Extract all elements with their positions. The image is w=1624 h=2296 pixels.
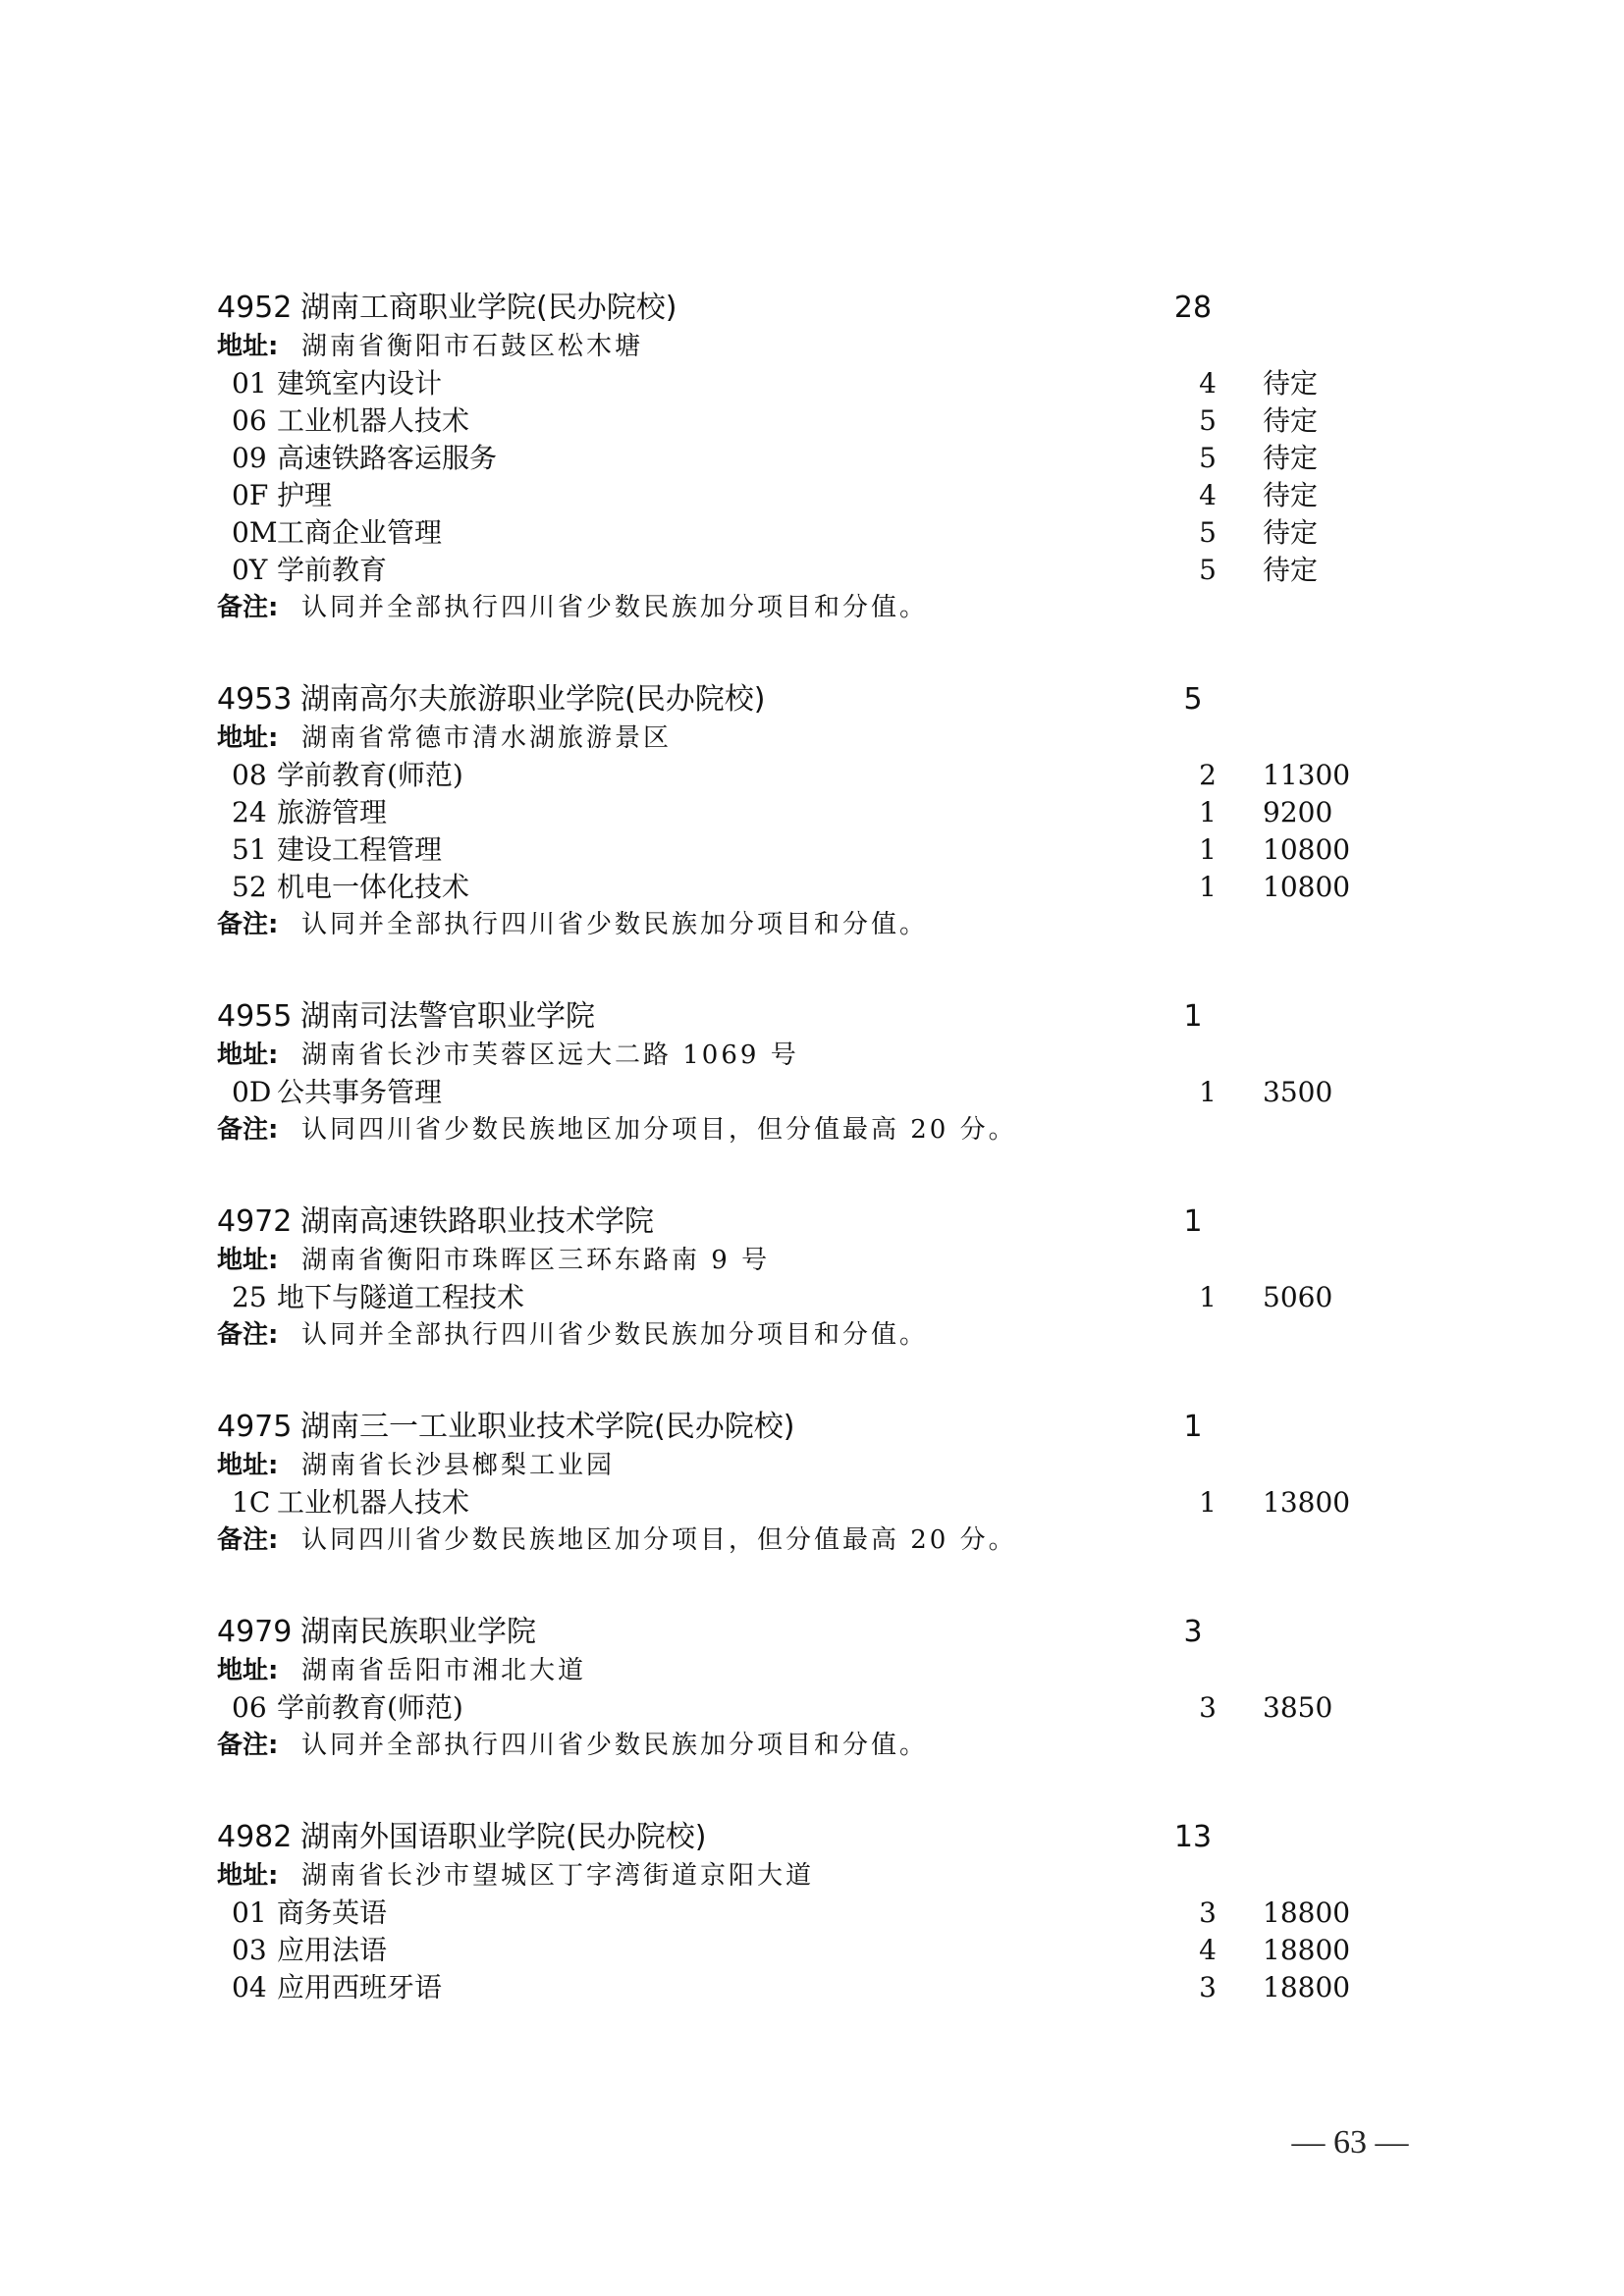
major-code: 01	[232, 367, 267, 400]
school-header	[0, 290, 1624, 327]
school-code: 4972	[217, 1204, 293, 1239]
major-count: 1	[1199, 833, 1217, 866]
major-count: 1	[1199, 1486, 1217, 1519]
major-code: 04	[232, 1971, 267, 2003]
address-label: 地址:	[217, 1041, 279, 1070]
major-row	[0, 1969, 1624, 2006]
major-code: 09	[232, 442, 267, 474]
major-fee: 5060	[1263, 1281, 1333, 1313]
major-name: 应用法语	[277, 1934, 388, 1966]
major-row	[0, 1932, 1624, 1969]
major-code: 0M	[232, 516, 278, 549]
major-fee: 3500	[1263, 1076, 1333, 1108]
major-count: 5	[1199, 442, 1217, 474]
school-note-row	[0, 590, 1624, 625]
major-count: 1	[1199, 796, 1217, 828]
major-row	[0, 757, 1624, 794]
note-text: 认同并全部执行四川省少数民族加分项目和分值。	[301, 1731, 929, 1760]
note-text: 认同并全部执行四川省少数民族加分项目和分值。	[301, 593, 929, 622]
school-name: 湖南工商职业学院(民办院校)	[300, 291, 677, 325]
major-code: 06	[232, 1691, 267, 1724]
school-code: 4953	[217, 682, 293, 717]
major-fee: 18800	[1263, 1934, 1351, 1966]
school-name: 湖南高速铁路职业技术学院	[300, 1204, 654, 1239]
school-code: 4952	[217, 291, 293, 325]
major-code: 25	[232, 1281, 267, 1313]
major-name: 护理	[277, 479, 333, 511]
school-name: 湖南司法警官职业学院	[300, 999, 595, 1034]
address-label: 地址:	[217, 723, 279, 753]
school-address-row	[0, 329, 1624, 364]
major-code: 0Y	[232, 554, 268, 586]
major-count: 1	[1199, 871, 1217, 903]
major-fee: 待定	[1263, 442, 1319, 474]
major-row	[0, 402, 1624, 440]
school-header	[0, 1203, 1624, 1241]
major-count: 3	[1199, 1691, 1217, 1724]
major-fee: 11300	[1263, 759, 1351, 791]
major-count: 3	[1199, 1971, 1217, 2003]
school-header	[0, 1409, 1624, 1446]
school-header	[0, 681, 1624, 719]
major-count: 5	[1199, 554, 1217, 586]
school-code: 4975	[217, 1410, 293, 1444]
note-label: 备注:	[217, 593, 279, 622]
major-code: 51	[232, 833, 267, 866]
major-count: 2	[1199, 759, 1217, 791]
school-total: 1	[1183, 1410, 1203, 1444]
major-code: 08	[232, 759, 267, 791]
school-total: 28	[1173, 291, 1213, 325]
major-fee: 待定	[1263, 554, 1319, 586]
address-text: 湖南省岳阳市湘北大道	[301, 1656, 587, 1685]
major-name: 工业机器人技术	[277, 404, 470, 437]
address-text: 湖南省衡阳市珠晖区三环东路南 9 号	[301, 1246, 771, 1275]
major-fee: 待定	[1263, 479, 1319, 511]
major-fee: 待定	[1263, 516, 1319, 549]
major-fee: 18800	[1263, 1896, 1351, 1929]
major-row	[0, 1484, 1624, 1522]
school-code: 4955	[217, 999, 293, 1034]
school-total: 1	[1183, 1204, 1203, 1239]
note-text: 认同并全部执行四川省少数民族加分项目和分值。	[301, 910, 929, 939]
school-header	[0, 998, 1624, 1036]
major-row	[0, 1895, 1624, 1932]
school-name: 湖南高尔夫旅游职业学院(民办院校)	[300, 682, 766, 717]
major-row	[0, 477, 1624, 514]
school-header	[0, 1614, 1624, 1651]
major-fee: 18800	[1263, 1971, 1351, 2003]
major-code: 52	[232, 871, 267, 903]
school-address-row	[0, 1653, 1624, 1688]
school-note-row	[0, 907, 1624, 942]
school-address-row	[0, 721, 1624, 756]
major-code: 24	[232, 796, 267, 828]
major-name: 应用西班牙语	[277, 1971, 443, 2003]
major-fee: 10800	[1263, 833, 1351, 866]
note-label: 备注:	[217, 1115, 279, 1145]
address-label: 地址:	[217, 1451, 279, 1480]
school-note-row	[0, 1112, 1624, 1148]
major-name: 地下与隧道工程技术	[277, 1281, 525, 1313]
major-count: 5	[1199, 516, 1217, 549]
school-total: 5	[1183, 682, 1203, 717]
note-label: 备注:	[217, 1525, 279, 1555]
address-label: 地址:	[217, 1861, 279, 1891]
major-count: 5	[1199, 404, 1217, 437]
major-row	[0, 552, 1624, 589]
note-text: 认同四川省少数民族地区加分项目，但分值最高 20 分。	[301, 1525, 1017, 1555]
major-code: 1C	[232, 1486, 271, 1519]
address-label: 地址:	[217, 1656, 279, 1685]
major-row	[0, 365, 1624, 402]
page-number: — 63 —	[1291, 2124, 1409, 2161]
note-label: 备注:	[217, 910, 279, 939]
major-count: 4	[1199, 479, 1217, 511]
note-text: 认同四川省少数民族地区加分项目，但分值最高 20 分。	[301, 1115, 1017, 1145]
school-name: 湖南外国语职业学院(民办院校)	[300, 1820, 707, 1854]
major-fee: 13800	[1263, 1486, 1351, 1519]
school-address-row	[0, 1858, 1624, 1894]
address-text: 湖南省衡阳市石鼓区松木塘	[301, 332, 644, 361]
school-code: 4979	[217, 1615, 293, 1649]
school-name: 湖南民族职业学院	[300, 1615, 536, 1649]
address-text: 湖南省常德市清水湖旅游景区	[301, 723, 673, 753]
school-name: 湖南三一工业职业技术学院(民办院校)	[300, 1410, 795, 1444]
major-name: 建筑室内设计	[277, 367, 443, 400]
major-code: 06	[232, 404, 267, 437]
school-note-row	[0, 1522, 1624, 1558]
school-header	[0, 1819, 1624, 1856]
major-row	[0, 1689, 1624, 1727]
address-text: 湖南省长沙市望城区丁字湾街道京阳大道	[301, 1861, 815, 1891]
school-code: 4982	[217, 1820, 293, 1854]
school-total: 1	[1183, 999, 1203, 1034]
major-row	[0, 869, 1624, 906]
school-note-row	[0, 1728, 1624, 1763]
address-text: 湖南省长沙县榔梨工业园	[301, 1451, 616, 1480]
major-code: 0D	[232, 1076, 272, 1108]
major-name: 公共事务管理	[277, 1076, 443, 1108]
school-address-row	[0, 1448, 1624, 1483]
major-row	[0, 794, 1624, 831]
major-name: 学前教育(师范)	[277, 759, 463, 791]
major-name: 学前教育	[277, 554, 388, 586]
address-label: 地址:	[217, 332, 279, 361]
major-name: 工商企业管理	[277, 516, 443, 549]
major-count: 4	[1199, 367, 1217, 400]
school-note-row	[0, 1317, 1624, 1353]
major-name: 旅游管理	[277, 796, 388, 828]
major-row	[0, 831, 1624, 869]
address-label: 地址:	[217, 1246, 279, 1275]
major-name: 建设工程管理	[277, 833, 443, 866]
major-row	[0, 1074, 1624, 1111]
major-name: 工业机器人技术	[277, 1486, 470, 1519]
address-text: 湖南省长沙市芙蓉区远大二路 1069 号	[301, 1041, 799, 1070]
major-fee: 10800	[1263, 871, 1351, 903]
major-count: 1	[1199, 1281, 1217, 1313]
major-name: 机电一体化技术	[277, 871, 470, 903]
note-label: 备注:	[217, 1320, 279, 1350]
major-count: 4	[1199, 1934, 1217, 1966]
school-address-row	[0, 1038, 1624, 1073]
major-fee: 待定	[1263, 367, 1319, 400]
school-total: 3	[1183, 1615, 1203, 1649]
note-text: 认同并全部执行四川省少数民族加分项目和分值。	[301, 1320, 929, 1350]
school-address-row	[0, 1243, 1624, 1278]
school-total: 13	[1173, 1820, 1213, 1854]
note-label: 备注:	[217, 1731, 279, 1760]
major-code: 03	[232, 1934, 267, 1966]
major-row	[0, 514, 1624, 552]
major-name: 高速铁路客运服务	[277, 442, 498, 474]
major-code: 01	[232, 1896, 267, 1929]
major-fee: 3850	[1263, 1691, 1333, 1724]
major-fee: 9200	[1263, 796, 1333, 828]
major-row	[0, 1279, 1624, 1316]
major-count: 3	[1199, 1896, 1217, 1929]
major-name: 商务英语	[277, 1896, 388, 1929]
major-row	[0, 440, 1624, 477]
major-fee: 待定	[1263, 404, 1319, 437]
major-count: 1	[1199, 1076, 1217, 1108]
major-code: 0F	[232, 479, 269, 511]
major-name: 学前教育(师范)	[277, 1691, 463, 1724]
